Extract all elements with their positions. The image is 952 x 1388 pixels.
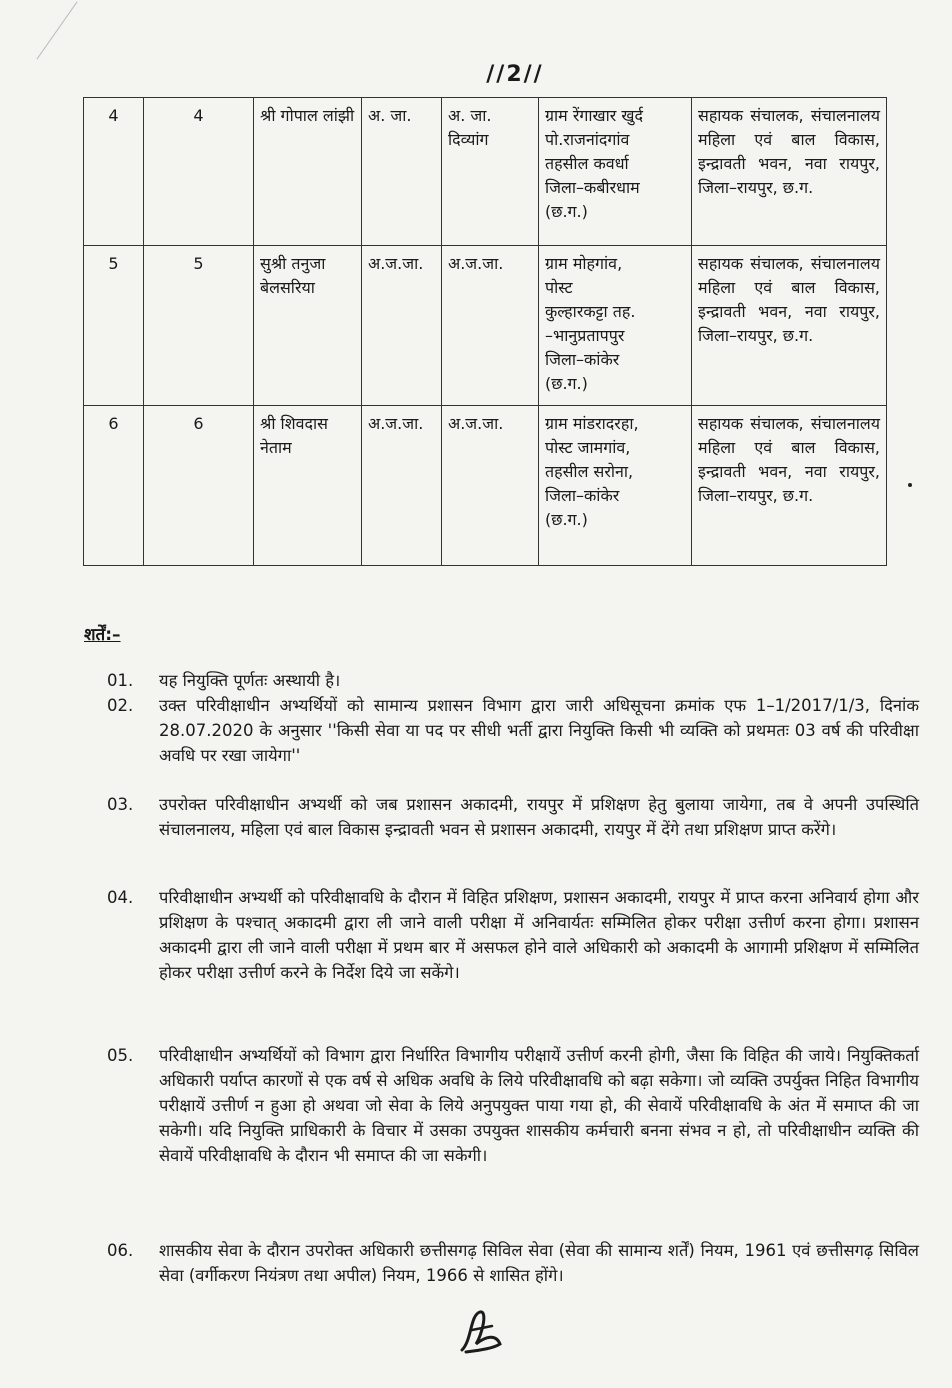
table-row xyxy=(84,406,887,566)
condition-item xyxy=(107,792,919,842)
condition-item xyxy=(107,693,919,768)
serial-cell: 4 xyxy=(84,98,144,246)
category-cell: अ.ज.जा. xyxy=(362,246,442,406)
condition-item xyxy=(107,1238,919,1288)
condition-text: यह नियुक्ति पूर्णतः अस्थायी है। xyxy=(159,671,341,690)
condition-item xyxy=(107,1043,919,1168)
condition-text: उपरोक्त परिवीक्षाधीन अभ्यर्थी को जब प्रशासन अकादमी, रायपुर में प्रशिक्षण हेतु बुलाया जायेगा, तब वे अपनी उपस्थिति संचालनालय, महिला एवं बाल विकास इन्द्रावती भवन से प्रशासन अकादमी, रायपुर में देंगे तथा प्रशिक्षण प्राप्त करेंगे। xyxy=(159,795,919,839)
address-line: ग्राम मांडरादरहा, xyxy=(545,414,639,433)
table-row xyxy=(84,98,887,246)
address-line: पोस्ट xyxy=(545,278,573,297)
condition-text: उक्त परिवीक्षाधीन अभ्यर्थियों को सामान्य प्रशासन विभाग द्वारा जारी अधिसूचना क्रमांक एफ 1–1/2017/1/3, दिनांक 28.07.2020 के अनुसार ''किसी सेवा या पद पर सीधी भर्ती द्वारा नियुक्ति किसी भी व्यक्ति को प्रथमतः 03 वर्ष की परिवीक्षा अवधि पर रखा जायेगा'' xyxy=(159,696,919,765)
address-line: जिला–कबीरधाम xyxy=(545,178,640,197)
serial-cell: 5 xyxy=(84,246,144,406)
selection-category: अ.ज.जा. xyxy=(448,254,504,273)
rank-cell: 5 xyxy=(144,246,254,406)
posting-cell: सहायक संचालक, संचालनालय महिला एवं बाल विकास, इन्द्रावती भवन, नवा रायपुर, जिला–रायपुर, छ.ग. xyxy=(692,406,887,566)
condition-item xyxy=(107,668,919,693)
selection-category-cell xyxy=(442,98,539,246)
rank-cell: 4 xyxy=(144,98,254,246)
address-cell xyxy=(539,98,692,246)
address-line: पोस्ट जामगांव, xyxy=(545,438,631,457)
address-line: तहसील कवर्धा xyxy=(545,154,629,173)
conditions-heading: शर्तें:– xyxy=(84,625,121,645)
address-line: ग्राम मोहगांव, xyxy=(545,254,623,273)
appointment-table xyxy=(83,97,887,566)
name-cell: सुश्री तनुजा बेलसरिया xyxy=(254,246,362,406)
signature xyxy=(452,1300,512,1360)
selection-category-cell xyxy=(442,246,539,406)
address-line: ग्राम रेंगाखार खुर्द xyxy=(545,106,643,125)
condition-number: 02. xyxy=(107,696,134,715)
address-cell xyxy=(539,246,692,406)
rank-cell: 6 xyxy=(144,406,254,566)
condition-number: 01. xyxy=(107,671,134,690)
condition-text: परिवीक्षाधीन अभ्यर्थी को परिवीक्षावधि के दौरान में विहित प्रशिक्षण, प्रशासन अकादमी, रायपुर में प्राप्त करना अनिवार्य होगा और प्रशिक्षण के पश्चात् अकादमी द्वारा ली जाने वाली परीक्षा में अनिवार्यतः सम्मिलित होकर परीक्षा उत्तीर्ण करना होगा। प्रशासन अकादमी द्वारा ली जाने वाली परीक्षा में प्रथम बार में असफल होने वाले अधिकारी को अकादमी के आगामी प्रशिक्षण में सम्मिलित होकर परीक्षा उत्तीर्ण करने के निर्देश दिये जा सकेंगे। xyxy=(159,888,919,982)
condition-number: 05. xyxy=(107,1046,134,1065)
address-line: कुल्हारकट्टा तह. xyxy=(545,302,636,321)
selection-category: अ. जा. xyxy=(448,106,492,125)
margin-scratch xyxy=(37,2,78,60)
posting-cell: सहायक संचालक, संचालनालय महिला एवं बाल विकास, इन्द्रावती भवन, नवा रायपुर, जिला–रायपुर, छ.ग. xyxy=(692,246,887,406)
address-line: जिला–कांकेर xyxy=(545,350,620,369)
name-cell: श्री शिवदास नेताम xyxy=(254,406,362,566)
category-cell: अ. जा. xyxy=(362,98,442,246)
page-number: //2// xyxy=(486,62,544,87)
address-line: (छ.ग.) xyxy=(545,374,588,393)
condition-text: परिवीक्षाधीन अभ्यर्थियों को विभाग द्वारा निर्धारित विभागीय परीक्षायें उत्तीर्ण करनी होगी, जैसा कि विहित की जाये। नियुक्तिकर्ता अधिकारी पर्याप्त कारणों से एक वर्ष से अधिक अवधि के लिये परिवीक्षावधि को बढ़ा सकेगा। जो व्यक्ति उपर्युक्त निहित विभागीय परीक्षायें उत्तीर्ण न हुआ हो अथवा जो सेवा के लिये अनुपयुक्त पाया गया हो, की सेवायें परिवीक्षावधि के अंत में समाप्त की जा सकेगी। यदि नियुक्ति प्राधिकारी के विचार में उसका उपयुक्त शासकीय कर्मचारी बनना संभव न हो, तो परिवीक्षाधीन व्यक्ति की सेवायें परिवीक्षावधि के दौरान भी समाप्त की जा सकेगी। xyxy=(159,1046,919,1165)
condition-number: 06. xyxy=(107,1241,134,1260)
selection-category: अ.ज.जा. xyxy=(448,414,504,433)
condition-text: शासकीय सेवा के दौरान उपरोक्त अधिकारी छत्तीसगढ़ सिविल सेवा (सेवा की सामान्य शर्तें) नियम, 1961 एवं छत्तीसगढ़ सिविल सेवा (वर्गीकरण नियंत्रण तथा अपील) नियम, 1966 से शासित होंगे। xyxy=(159,1241,919,1285)
category-cell: अ.ज.जा. xyxy=(362,406,442,566)
dot-mark xyxy=(908,483,912,487)
address-line: (छ.ग.) xyxy=(545,510,588,529)
serial-cell: 6 xyxy=(84,406,144,566)
selection-subcategory: दिव्यांग xyxy=(448,130,489,149)
address-line: तहसील सरोना, xyxy=(545,462,634,481)
address-line: पो.राजनांदगांव xyxy=(545,130,630,149)
address-line: जिला–कांकेर xyxy=(545,486,620,505)
condition-number: 04. xyxy=(107,888,134,907)
posting-cell: सहायक संचालक, संचालनालय महिला एवं बाल विकास, इन्द्रावती भवन, नवा रायपुर, जिला–रायपुर, छ.ग. xyxy=(692,98,887,246)
name-cell: श्री गोपाल लांझी xyxy=(254,98,362,246)
address-line: –भानुप्रतापपुर xyxy=(545,326,625,345)
selection-category-cell xyxy=(442,406,539,566)
table-row xyxy=(84,246,887,406)
condition-item xyxy=(107,885,919,985)
condition-number: 03. xyxy=(107,795,134,814)
address-cell xyxy=(539,406,692,566)
address-line: (छ.ग.) xyxy=(545,202,588,221)
